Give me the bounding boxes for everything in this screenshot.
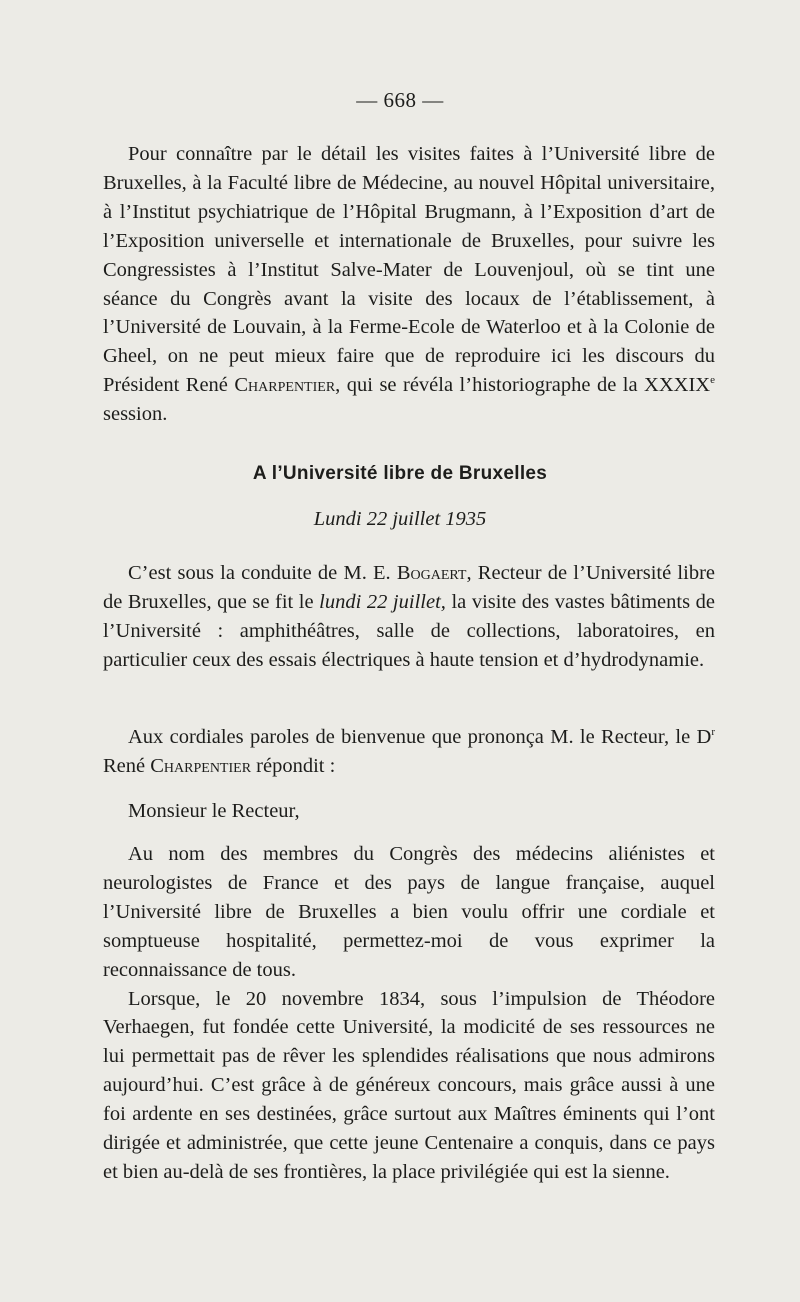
doctor-superscript: r bbox=[711, 726, 715, 739]
session-superscript: e bbox=[710, 374, 715, 387]
welcome-text-start: Aux cordiales paroles de bienvenue que prononça M. le Recteur, le D bbox=[128, 726, 712, 748]
salutation: Monsieur le Recteur, bbox=[128, 800, 300, 822]
intro-text: Pour connaître par le détail les visites faites à l’Université libre de Bruxelles, à la Faculté libre de Médecine, au nouvel Hôpital universitaire, à l’Institut psychiatrique de l’Hôpital Brugmann, à l’Exposition d’art de l’Exposition universelle et internationale de Bruxelles, pour suivre les Congressistes à l’Institut Salve-Mater de Louvenjoul, où se tint une séance du Congrès avant la visite des locaux de l’établissement, à l’Université de Louvain, à la Ferme-Ecole de Waterloo et à la Colonie de Gheel, on ne peut mieux faire que de reproduire ici les discours du Président René bbox=[103, 143, 715, 397]
intro-text-end: , qui se révéla l’historiographe de la XXXIX bbox=[335, 374, 711, 397]
section-heading: A l’Université libre de Bruxelles bbox=[252, 463, 548, 484]
charpentier-name: Charpentier bbox=[150, 754, 252, 777]
speech-paragraph: Lorsque, le 20 novembre 1834, sous l’impulsion de Théodore Verhaegen, fut fondée cette Université, la modicité de ses ressources ne lui permettait pas de rêver les splendides réalisations que nous admirons aujourd’hui. C’est grâce à de généreux concours, mais grâce aussi à une foi ardente en ses destinées, grâce surtout aux Maîtres éminents qui l’ont dirigée et administrée, que cette jeune Centenaire a conquis, dans ce pays et bien au-delà de ses frontières, la place privilégiée qui est la sienne. bbox=[103, 987, 715, 1183]
visit-text-start: C’est sous la conduite de M. E. bbox=[128, 562, 397, 584]
welcome-text-end: répondit : bbox=[251, 754, 336, 777]
speech-paragraph: Au nom des membres du Congrès des médecins aliénistes et neurologistes de France et des pays de langue française, auquel l’Université libre de Bruxelles a bien voulu offrir une cordiale et somptueuse hospitalité, permettez-moi de vous exprimer la reconnaissance de tous. bbox=[103, 843, 715, 981]
speech-body bbox=[103, 840, 715, 1187]
rector-name: Bogaert bbox=[396, 562, 467, 584]
welcome-paragraph bbox=[103, 723, 715, 781]
page-number: — 668 — bbox=[356, 88, 444, 112]
visit-text-mid: , Recteur de l’Université libre de Bruxelles, que se fit le bbox=[103, 562, 715, 613]
welcome-text-mid: René bbox=[103, 754, 151, 777]
intro-text-tail: session. bbox=[103, 403, 168, 426]
president-name: Charpentier bbox=[234, 374, 336, 397]
intro-paragraph bbox=[103, 140, 715, 429]
visit-text-end: la visite des vastes bâtiments de l’Université : amphithéâtres, salle de collections, laboratoires, en particulier ceux des essais électriques à haute tension et d’hydrodynamie. bbox=[103, 590, 715, 671]
visit-date: lundi 22 juillet, bbox=[319, 590, 446, 613]
section-date: Lundi 22 juillet 1935 bbox=[313, 508, 487, 530]
visit-paragraph bbox=[103, 559, 715, 675]
